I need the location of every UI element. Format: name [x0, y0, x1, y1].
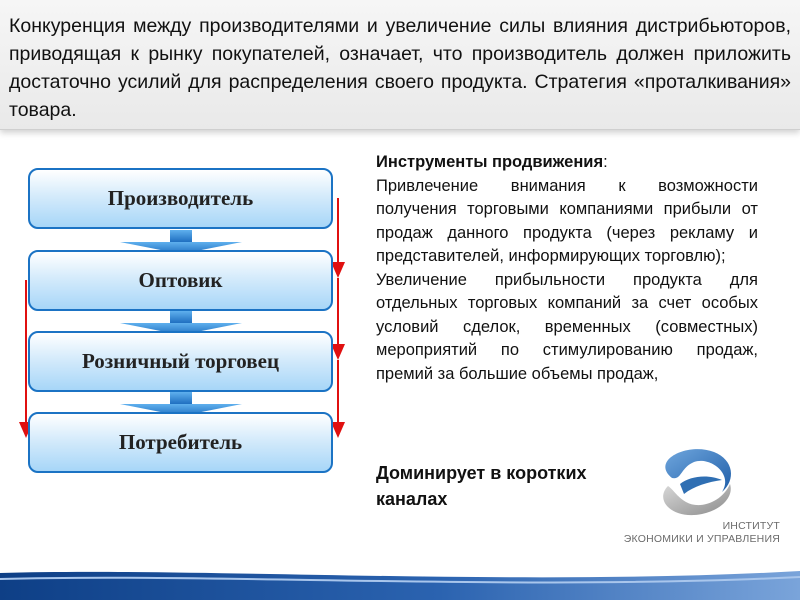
node-consumer: Потребитель — [28, 412, 333, 473]
conclusion-text: Доминирует в коротких каналах — [376, 463, 587, 509]
red-arrow-right-1 — [331, 198, 345, 278]
logo-line-2: ЭКОНОМИКИ И УПРАВЛЕНИЯ — [623, 533, 780, 545]
tools-title: Инструменты продвижения — [376, 153, 604, 171]
tools-paragraph-1: Привлечение внимания к возможности получения торговыми компаниями прибыли от продаж данного продукта (через рекламу и представителей, информирующих торговлю); — [376, 176, 758, 265]
header-text: Конкуренция между производителями и увеличение силы влияния дистрибьюторов, приводящая к рынку покупателей, означает, что производитель должен приложить достаточно усилий для распределения своего продукта. Стратегия «проталкивания» товара. — [9, 15, 791, 121]
node-retailer: Розничный торговец — [28, 331, 333, 392]
red-arrow-right-2 — [331, 278, 345, 360]
tools-paragraph-2: Увеличение прибыльности продукта для отдельных торговых компаний за счет особых условий сделок, временных (совместных) мероприятий по стимулированию продаж, премий за большие объемы продаж, — [376, 270, 758, 383]
node-producer: Производитель — [28, 168, 333, 229]
node-wholesaler: Оптовик — [28, 250, 333, 311]
promotion-tools — [376, 151, 758, 386]
distribution-diagram — [0, 150, 360, 490]
red-arrow-right-3 — [331, 360, 345, 438]
header-box — [0, 0, 800, 130]
footer-bar — [0, 565, 800, 600]
logo-line-1: ИНСТИТУТ — [722, 520, 780, 532]
tools-title-suffix: : — [603, 153, 608, 171]
institute-logo-text — [600, 520, 780, 546]
